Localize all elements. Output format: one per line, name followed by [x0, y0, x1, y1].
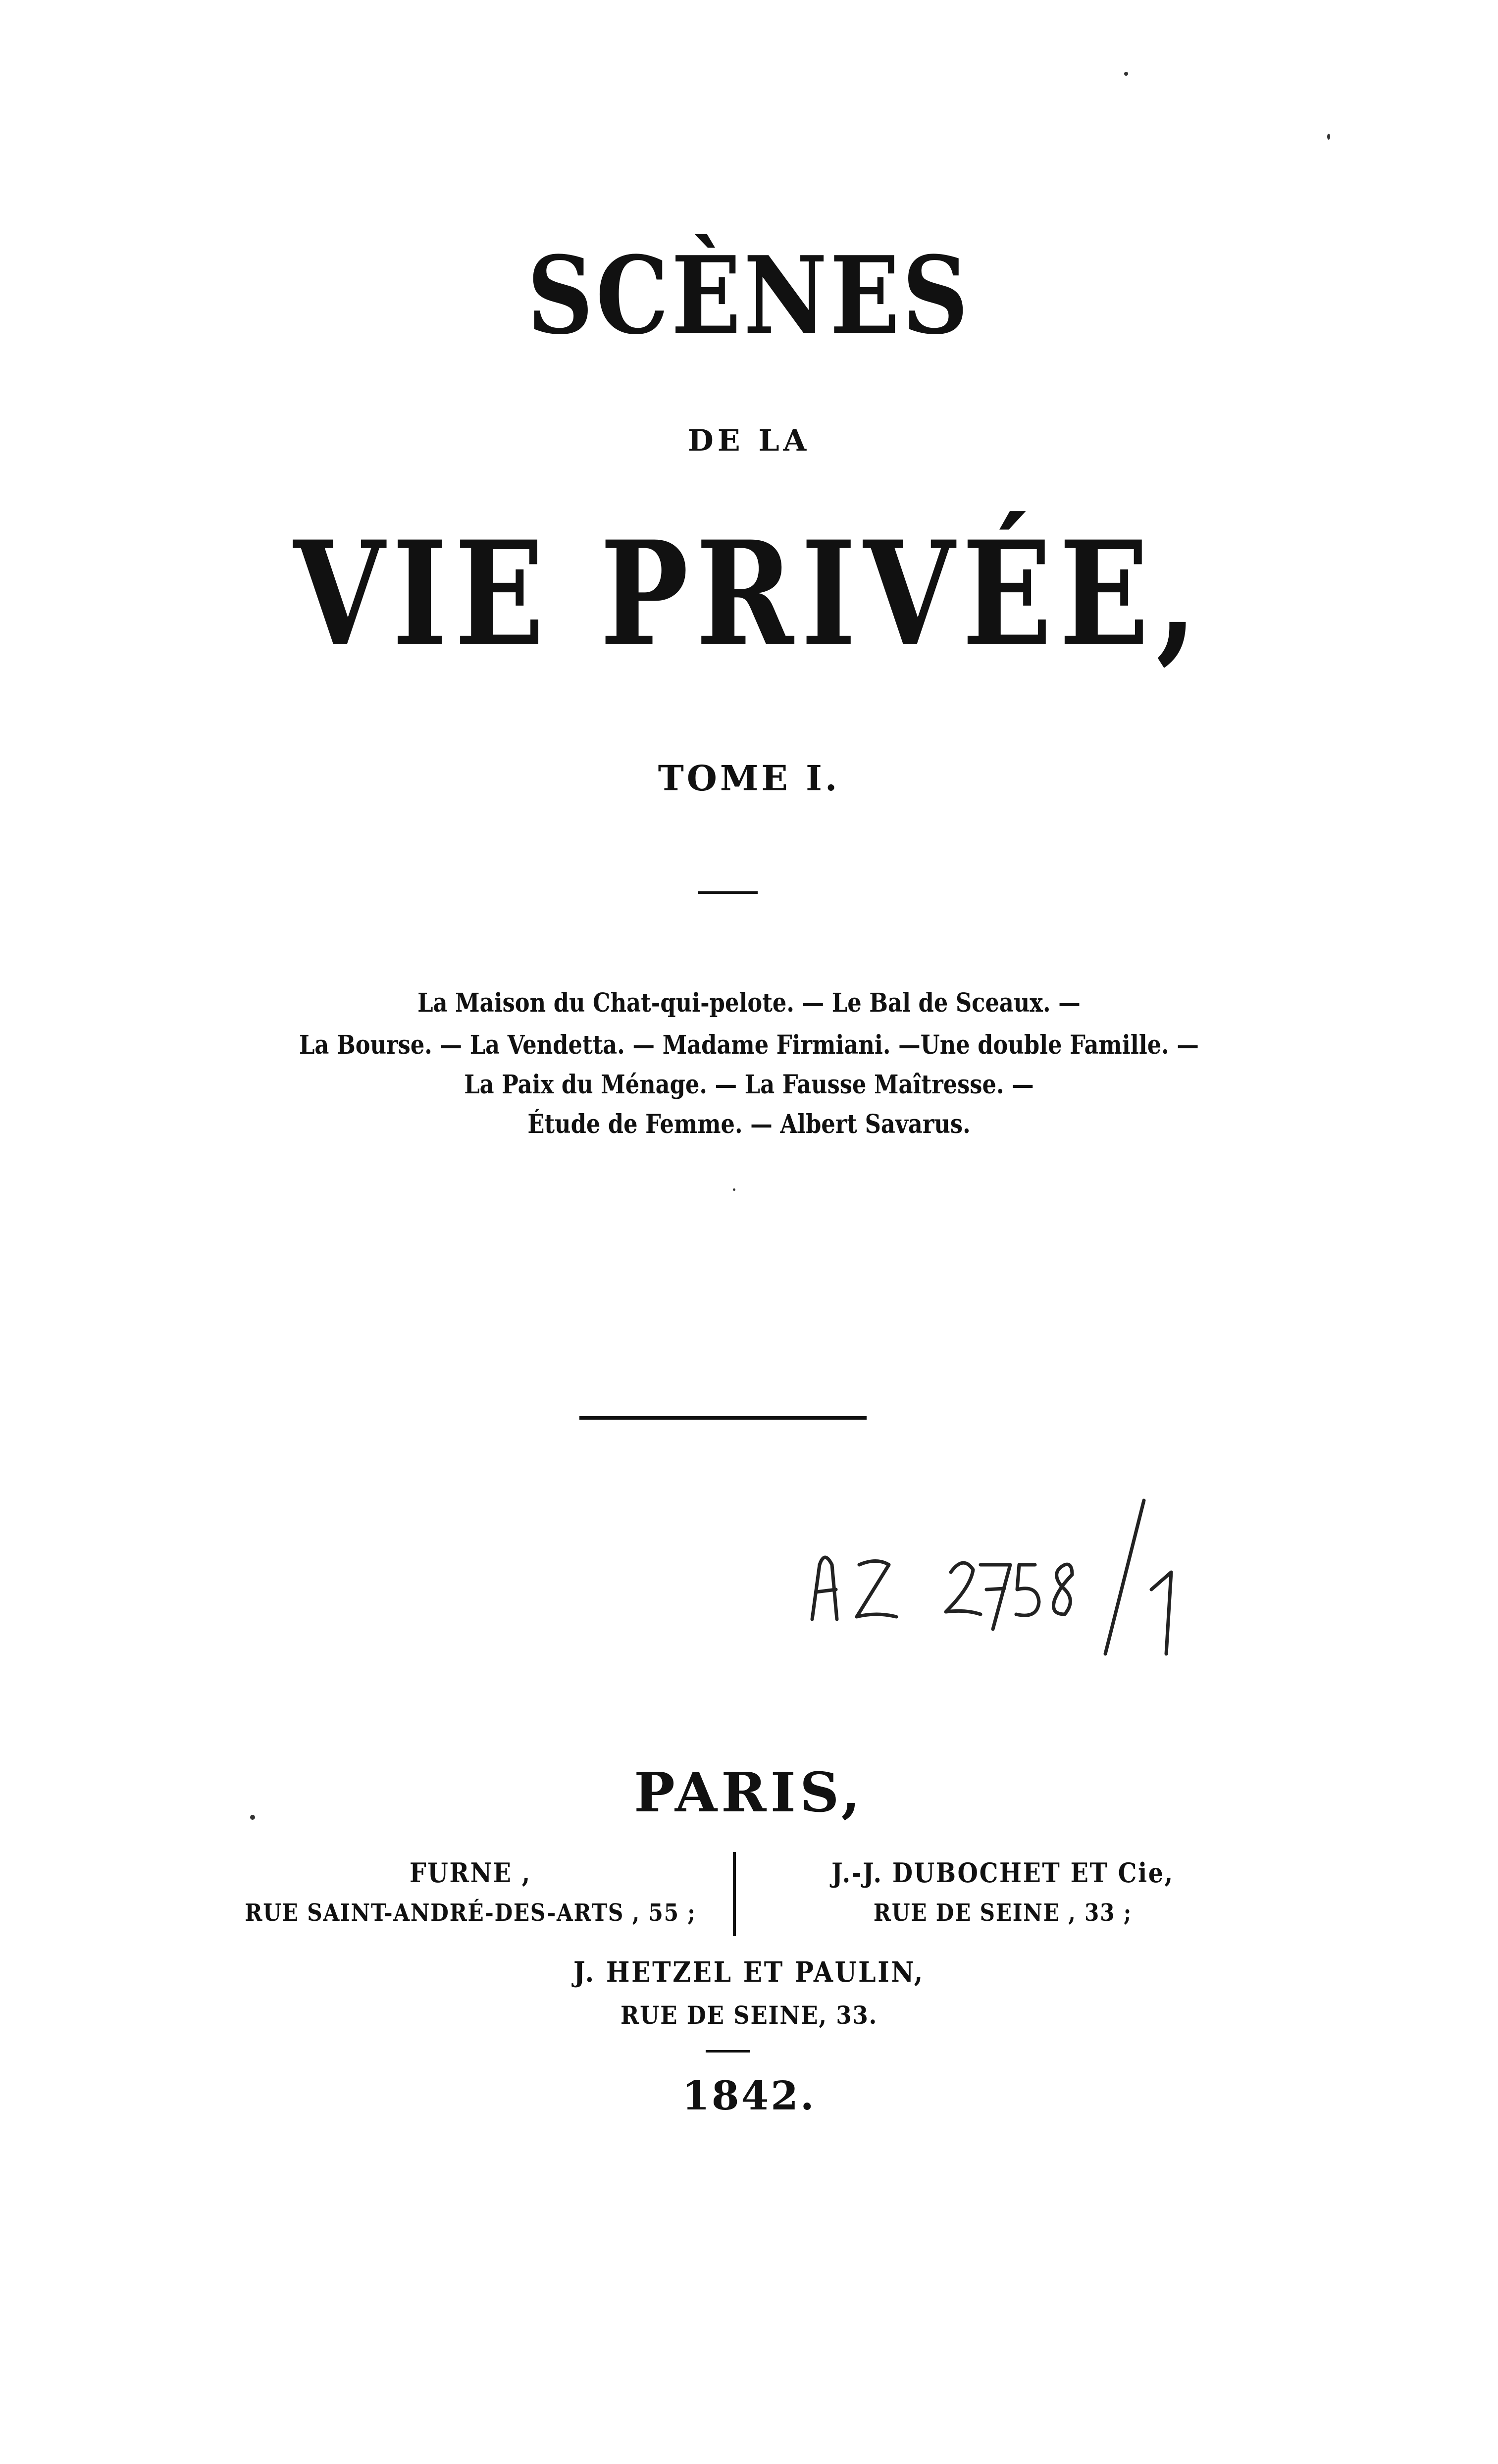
title-line-vie-privee: VIE PRIVÉE, — [293, 510, 1205, 678]
publisher-left-address: RUE SAINT-ANDRÉ-DES-ARTS , 55 ; — [245, 1899, 696, 1927]
publisher-right-address: RUE DE SEINE , 33 ; — [873, 1899, 1133, 1927]
handwritten-shelfmark — [802, 1490, 1248, 1659]
divider-tiny — [706, 2050, 750, 2053]
title-line-de-la: DE LA — [687, 423, 811, 458]
publisher-third-name: J. HETZEL ET PAULIN, — [573, 1956, 925, 1989]
volume-label: TOME I. — [658, 758, 840, 799]
publisher-separator — [733, 1852, 736, 1936]
title-line-scenes: SCÈNES — [527, 233, 971, 358]
publisher-left-name: FURNE , — [410, 1857, 531, 1889]
divider-long — [579, 1416, 867, 1420]
contents-line: La Paix du Ménage. — La Fausse Maîtresse. — — [464, 1070, 1034, 1100]
publication-year: 1842. — [682, 2072, 816, 2119]
divider-short — [698, 891, 758, 894]
imprint-city: PARIS, — [634, 1760, 864, 1824]
scan-speck — [1327, 134, 1330, 140]
publisher-right-name: J.-J. DUBOCHET ET Cie, — [831, 1857, 1174, 1889]
scan-speck — [733, 1188, 735, 1191]
contents-line: Étude de Femme. — Albert Savarus. — [527, 1109, 971, 1139]
scan-speck — [1124, 72, 1128, 76]
contents-line: La Maison du Chat-qui-pelote. — Le Bal de Sceaux. — — [417, 988, 1081, 1018]
scan-speck — [250, 1815, 255, 1820]
contents-line: La Bourse. — La Vendetta. — Madame Firmiani. —Une double Famille. — — [299, 1030, 1199, 1060]
publisher-third-address: RUE DE SEINE, 33. — [620, 2001, 878, 2030]
